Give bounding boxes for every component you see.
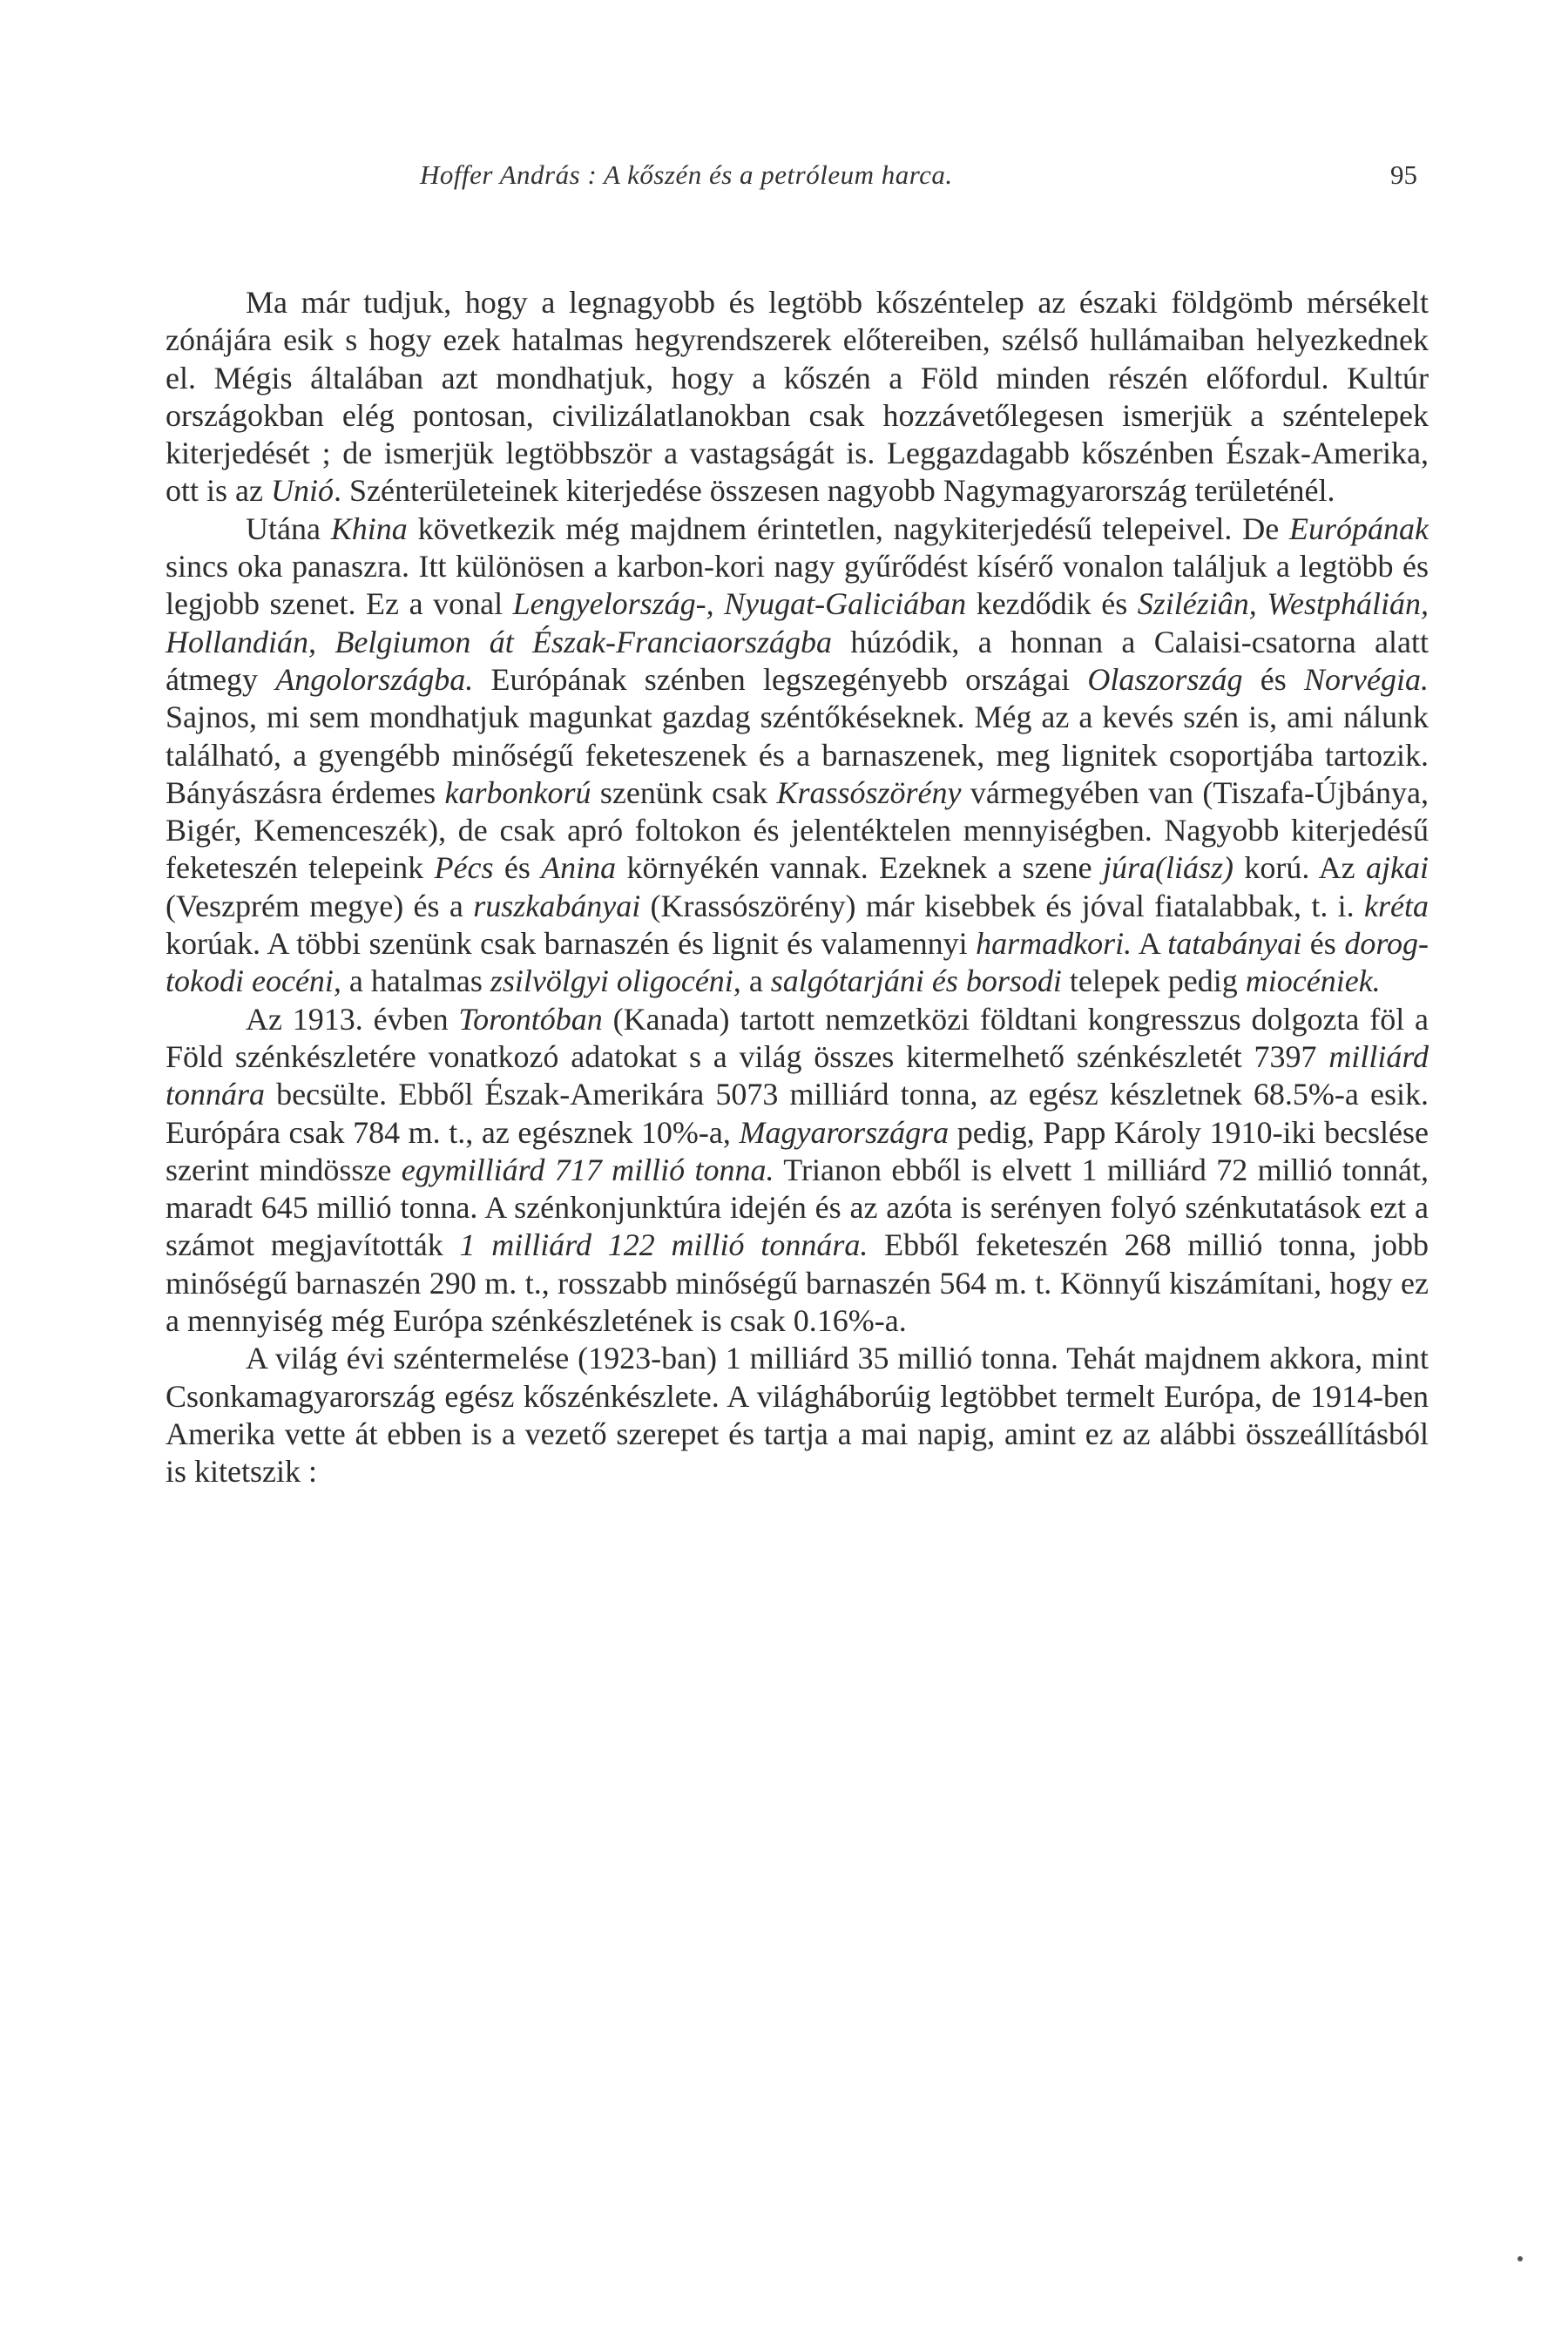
- text-run: Sajnos, mi sem mondhatjuk magunkat gazdag széntőkéseknek. Még az a kevés szén is, ami nálunk található, a gyengébb minőségű feketeszenek és a barnaszenek, meg lignitek csoportjába tartozik. Bányászásra érdemes: [166, 700, 1429, 810]
- paragraph-1: [166, 284, 1429, 510]
- italic-term: Khina: [330, 510, 408, 546]
- text-run: húzódik, a honnan a Calaisi-csatorna alatt átmegy: [166, 624, 1429, 697]
- text-run: A világ évi széntermelése (1923-ban) 1 milliárd 35 millió tonna. Tehát majdnem akkora, mint Csonkamagyarország egész kőszénkészlete. A világháborúig legtöbbet termelt Európa, de 1914-ben Amerika vette át ebben is a vezető szerepet és tartja a mai napig, amint ez az alábbi összeállításból is kitetszik :: [166, 1341, 1429, 1490]
- italic-term: zsilvölgyi oligocéni,: [490, 963, 741, 999]
- running-title: Hoffer András : A kőszén és a petróleum harca.: [420, 159, 953, 190]
- italic-term: kréta: [1364, 888, 1429, 923]
- italic-term: karbonkorú: [444, 774, 591, 810]
- italic-term: Sziléziân, Westphálián, Hollandián, Belgiumon át Észak-Franciaországba: [166, 586, 1429, 659]
- text-run: . Szénterületeinek kiterjedése összesen nagyobb Nagymagyarország területénél.: [333, 473, 1335, 509]
- text-run: Ebből feketeszén 268 millió tonna, jobb minőségű barnaszén 290 m. t., rosszabb minőségű barnaszén 564 m. t. Könnyű kiszámítani, hogy ez a mennyiség még Európa szénkészletének is csak 0.16%-a.: [166, 1227, 1429, 1339]
- text-run: következik még majdnem érintetlen, nagykiterjedésű telepeivel. De: [407, 510, 1289, 546]
- text-run: sincs oka panaszra. Itt különösen a karbon-kori nagy gyűrődést kísérő vonalon találjuk a legtöbb és legjobb szenet. Ez a vonal: [166, 549, 1429, 622]
- text-run: becsülte. Ebből Észak-Amerikára 5073 milliárd tonna, az egész készletnek 68.5%-a esik. Európára csak 784 m. t., az egésznek 10%-a,: [166, 1077, 1429, 1150]
- italic-term: miocéniek.: [1245, 963, 1381, 999]
- italic-term: dorog-tokodi eocéni,: [166, 926, 1429, 999]
- italic-term: Lengyelország-, Nyugat-Galiciában: [512, 586, 967, 622]
- text-run: Európának szénben legszegényebb országai: [473, 661, 1088, 697]
- page-number: 95: [1390, 159, 1417, 190]
- text-run: (Krassószörény) már kisebbek és jóval fiatalabbak, t. i.: [640, 888, 1365, 923]
- paragraph-3: [166, 1001, 1429, 1341]
- italic-term: Olaszország: [1087, 661, 1243, 697]
- italic-term: ajkai: [1366, 850, 1429, 886]
- text-run: és: [1242, 661, 1304, 697]
- print-speck: [1517, 2256, 1523, 2261]
- italic-term: salgótarjáni és borsodi: [770, 963, 1062, 999]
- text-run: (Kanada) tartott nemzetközi földtani kongresszus dolgozta föl a Föld szénkészletére vonatkozó adatokat s a világ összes kitermelhető szénkészletét 7397: [166, 1001, 1429, 1074]
- text-run: kezdődik és: [966, 586, 1138, 622]
- italic-term: Pécs: [434, 850, 494, 886]
- text-run: korúak. A többi szenünk csak barnaszén és lignit és valamennyi: [166, 926, 977, 962]
- paragraph-2: [166, 510, 1429, 1001]
- italic-term: 1 milliárd 122 millió tonnára.: [459, 1227, 868, 1263]
- italic-term: ruszkabányai: [473, 888, 641, 923]
- text-run: A: [1132, 926, 1168, 962]
- italic-term: Norvégia.: [1304, 661, 1429, 697]
- text-run: (Veszprém megye) és a: [166, 888, 474, 923]
- text-run: és: [1301, 926, 1345, 962]
- italic-term: tatabányai: [1167, 926, 1302, 962]
- italic-term: harmadkori.: [976, 926, 1132, 962]
- italic-term: Krassószörény: [776, 774, 962, 810]
- text-run: korú. Az: [1233, 850, 1367, 886]
- running-head: [0, 159, 1568, 194]
- italic-term: Torontóban: [458, 1001, 603, 1037]
- paragraph-4: [166, 1340, 1429, 1490]
- text-run: Ma már tudjuk, hogy a legnagyobb és legtöbb kőszéntelep az északi földgömb mérsékelt zónájára esik s hogy ezek hatalmas hegyrendszerek előtereiben, szélső hullámaiban helyezkednek el. Mégis általában azt mondhatjuk, hogy a kőszén a Föld minden részén előfordul. Kultúr országokban elég pontosan, civilizálatlanokban csak hozzávetőlegesen ismerjük a széntelepek kiterjedését ; de ismerjük legtöbbször a vastagságát is. Leggazdagabb kőszénben Észak-Amerika, ott is az: [166, 285, 1429, 509]
- text-run: Trianon ebből is elvett 1 milliárd 72 millió tonnát, maradt 645 millió tonna. A szénkonjunktúra idején és az azóta is serényen folyó szénkutatások ezt a számot megjavították: [166, 1152, 1429, 1263]
- text-run: pedig, Papp Károly 1910-iki becslése szerint mindössze: [166, 1114, 1429, 1187]
- italic-term: Anina: [541, 850, 617, 886]
- text-run: Utána: [246, 510, 331, 546]
- text-run: a hatalmas: [341, 963, 490, 999]
- text-run: telepek pedig: [1061, 963, 1246, 999]
- italic-term: egymilliárd 717 millió tonna.: [401, 1152, 774, 1187]
- italic-term: Magyarországra: [739, 1114, 950, 1150]
- body-text: [166, 284, 1429, 1491]
- text-run: szenünk csak: [591, 774, 777, 810]
- text-run: a: [740, 963, 771, 999]
- italic-term: Unió: [270, 473, 334, 509]
- text-run: környékén vannak. Ezeknek a szene: [616, 850, 1103, 886]
- italic-term: Angolországba.: [275, 661, 474, 697]
- text-run: és: [493, 850, 542, 886]
- italic-term: júra(liász): [1102, 850, 1233, 886]
- italic-term: milliárd tonnára: [166, 1038, 1429, 1112]
- text-run: vármegyében van (Tiszafa-Újbánya, Bigér, Kemenceszék), de csak apró foltokon és jelentéktelen mennyiségben. Nagyobb kiterjedésű feketeszén telepeink: [166, 774, 1429, 886]
- italic-term: Európának: [1289, 510, 1429, 546]
- text-run: Az 1913. évben: [246, 1001, 459, 1037]
